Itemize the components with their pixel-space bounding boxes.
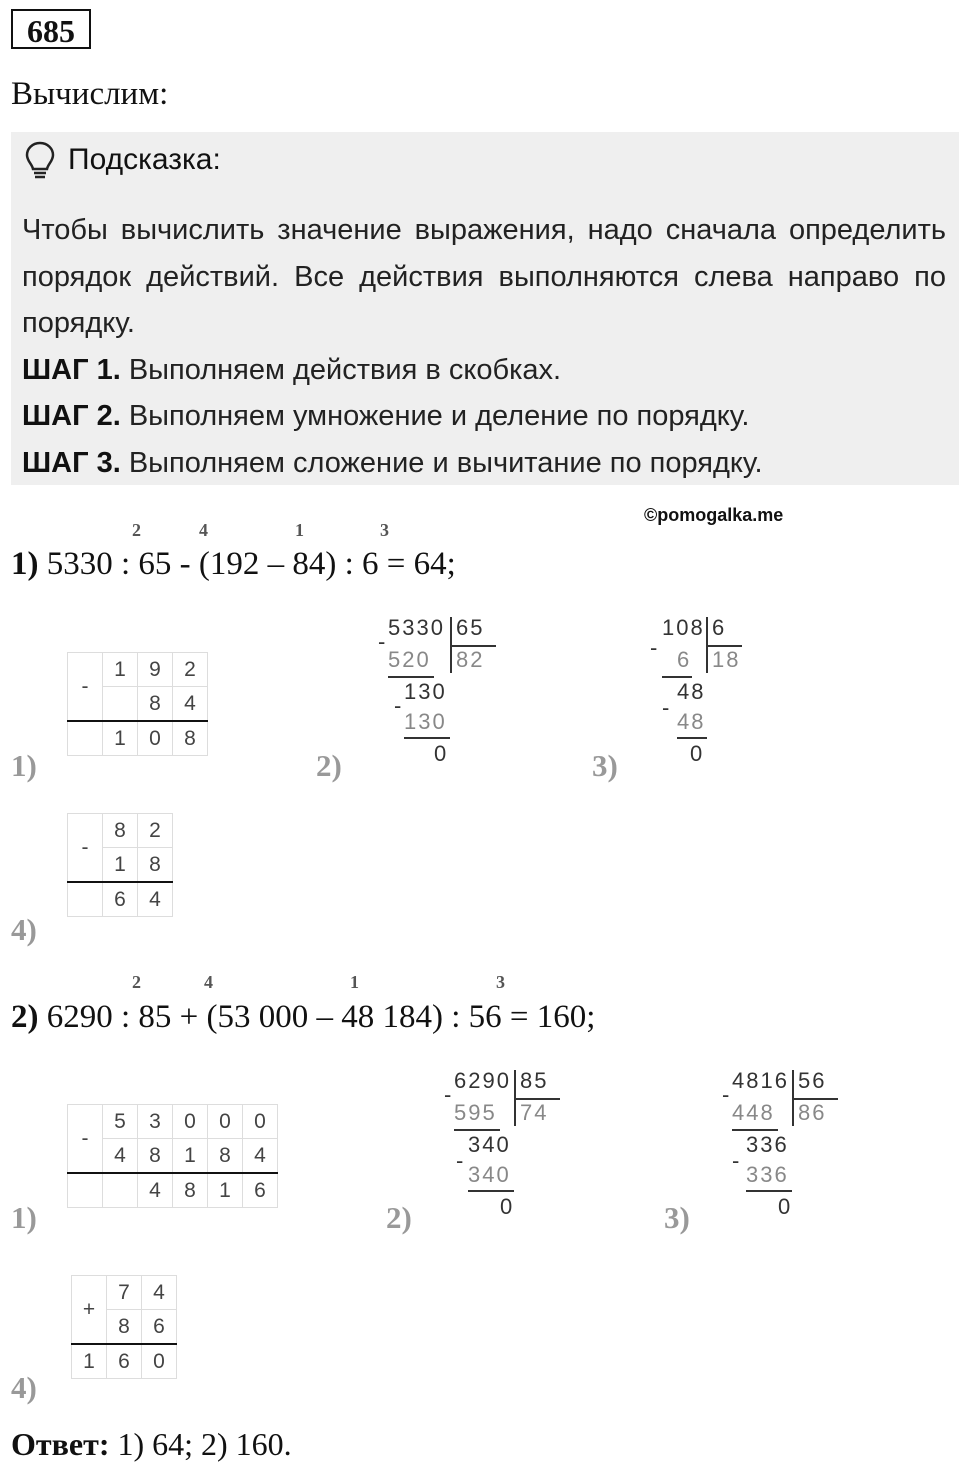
problem-1-expression xyxy=(11,546,456,583)
digit: 8 xyxy=(208,1139,243,1174)
step-label: 4) xyxy=(11,912,37,947)
step-label: ШАГ 1. xyxy=(22,353,121,386)
digit: 6 xyxy=(243,1173,278,1208)
digit: 4 xyxy=(173,687,208,722)
partial-dividend: 48 xyxy=(677,679,706,704)
digit: 1 xyxy=(72,1344,107,1379)
quotient: 82 xyxy=(456,647,485,672)
step-label: ШАГ 2. xyxy=(22,400,121,432)
step-text: Выполняем сложение и вычитание по порядку. xyxy=(120,446,763,479)
dividend: 108 xyxy=(662,615,705,640)
step-label: ШАГ 3. xyxy=(22,446,121,479)
long-division: 6290 85 74 - 595 340 - 340 0 xyxy=(444,1068,564,1228)
hint-step-1 xyxy=(22,347,946,394)
task-number: 685 xyxy=(11,9,91,49)
digit: 7 xyxy=(107,1276,142,1310)
digit: 2 xyxy=(173,653,208,687)
digit: 0 xyxy=(208,1105,243,1139)
dividend: 6290 xyxy=(454,1068,511,1093)
order-mark: 4 xyxy=(204,972,213,992)
partial-product: 340 xyxy=(468,1162,511,1187)
operation-sign: - xyxy=(68,814,103,883)
operation-sign: - xyxy=(68,653,103,722)
operation-sign: - xyxy=(68,1105,103,1174)
digit: 2 xyxy=(138,814,173,848)
problem-label: 1) xyxy=(11,546,39,582)
order-mark: 2 xyxy=(132,520,141,540)
remainder: 0 xyxy=(690,741,705,766)
step-label: 2) xyxy=(316,748,342,783)
hint-step-3 xyxy=(22,440,946,487)
expression-text: 6290 : 85 + (53 000 – 48 184) : 56 = 160; xyxy=(38,999,596,1035)
quotient: 74 xyxy=(520,1100,549,1125)
step-text: Выполняем действия в скобках. xyxy=(120,353,562,386)
divisor: 6 xyxy=(712,615,727,640)
digit: 4 xyxy=(243,1139,278,1174)
digit: 4 xyxy=(142,1276,177,1310)
digit xyxy=(103,687,138,722)
remainder: 0 xyxy=(434,741,449,766)
step-text: Выполняем умножение и деление по порядку. xyxy=(120,400,750,432)
order-mark: 3 xyxy=(380,520,389,540)
digit: 8 xyxy=(138,848,173,883)
long-division: 108 6 18 - 6 48 - 48 0 xyxy=(650,615,741,766)
answer-text: 1) 64; 2) 160. xyxy=(109,1426,292,1462)
partial-product: 336 xyxy=(746,1162,789,1187)
partial-dividend: 336 xyxy=(746,1132,789,1157)
quotient: 86 xyxy=(798,1100,827,1125)
intro-text: Вычислим: xyxy=(11,76,169,112)
answer-label: Ответ: xyxy=(11,1426,110,1462)
operation-sign: + xyxy=(72,1276,107,1345)
digit: 0 xyxy=(243,1105,278,1139)
digit: 9 xyxy=(138,653,173,687)
digit: 0 xyxy=(138,721,173,756)
digit: 0 xyxy=(173,1105,208,1139)
dividend: 5330 xyxy=(388,615,445,640)
digit xyxy=(103,1173,138,1208)
order-mark: 2 xyxy=(132,972,141,992)
partial-product: 48 xyxy=(677,709,706,734)
digit: 8 xyxy=(138,687,173,722)
remainder: 0 xyxy=(778,1194,793,1219)
expression-text: 5330 : 65 - (192 – 84) : 6 = 64; xyxy=(38,546,456,582)
column-subtraction xyxy=(67,652,208,756)
digit: 0 xyxy=(142,1344,177,1379)
partial-product: 6 xyxy=(677,647,692,672)
empty-cell xyxy=(68,1173,103,1208)
partial-product: 595 xyxy=(454,1100,497,1125)
hint-title: Подсказка: xyxy=(68,143,221,176)
step-label: 3) xyxy=(664,1200,690,1235)
answer xyxy=(11,1426,292,1463)
digit: 8 xyxy=(173,1173,208,1208)
digit: 8 xyxy=(138,1139,173,1174)
dividend: 4816 xyxy=(732,1068,789,1093)
digit: 5 xyxy=(103,1105,138,1139)
partial-product: 130 xyxy=(404,709,447,734)
digit: 4 xyxy=(138,882,173,917)
problem-2-expression xyxy=(11,999,595,1036)
partial-dividend: 130 xyxy=(404,679,447,704)
order-mark: 4 xyxy=(199,520,208,540)
hint-step-2 xyxy=(22,393,946,440)
digit: 1 xyxy=(103,653,138,687)
digit: 1 xyxy=(103,721,138,756)
digit: 3 xyxy=(138,1105,173,1139)
step-label: 1) xyxy=(11,748,37,783)
partial-product: 448 xyxy=(732,1100,775,1125)
hint-body xyxy=(22,207,946,486)
digit: 8 xyxy=(173,721,208,756)
problem-label: 2) xyxy=(11,999,39,1035)
step-label: 2) xyxy=(386,1200,412,1235)
empty-cell xyxy=(68,882,103,917)
digit: 6 xyxy=(142,1310,177,1345)
order-mark: 1 xyxy=(295,520,304,540)
step-label: 3) xyxy=(592,748,618,783)
partial-product: 520 xyxy=(388,647,431,672)
order-mark: 3 xyxy=(496,972,505,992)
digit: 4 xyxy=(103,1139,138,1174)
step-label: 4) xyxy=(11,1370,37,1405)
divisor: 56 xyxy=(798,1068,827,1093)
watermark: ©pomogalka.me xyxy=(644,505,784,525)
empty-cell xyxy=(68,721,103,756)
digit: 6 xyxy=(103,882,138,917)
digit: 4 xyxy=(138,1173,173,1208)
order-mark: 1 xyxy=(350,972,359,992)
quotient: 18 xyxy=(712,647,741,672)
column-subtraction xyxy=(67,813,173,917)
divisor: 85 xyxy=(520,1068,549,1093)
digit: 1 xyxy=(208,1173,243,1208)
digit: 1 xyxy=(103,848,138,883)
remainder: 0 xyxy=(500,1194,515,1219)
divisor: 65 xyxy=(456,615,485,640)
column-addition xyxy=(71,1275,177,1379)
lightbulb-icon xyxy=(24,140,56,182)
digit: 8 xyxy=(103,814,138,848)
digit: 6 xyxy=(107,1344,142,1379)
step-label: 1) xyxy=(11,1200,37,1235)
long-division: 4816 56 86 - 448 336 - 336 0 xyxy=(722,1068,842,1228)
digit: 8 xyxy=(107,1310,142,1345)
long-division: 5330 65 82 - 520 130 - 130 0 xyxy=(378,615,498,775)
partial-dividend: 340 xyxy=(468,1132,511,1157)
hint-paragraph: Чтобы вычислить значение выражения, надо сначала определить порядок действий. Все действия выполняются слева направо по порядку. xyxy=(22,214,946,339)
column-subtraction xyxy=(67,1104,278,1208)
digit: 1 xyxy=(173,1139,208,1174)
